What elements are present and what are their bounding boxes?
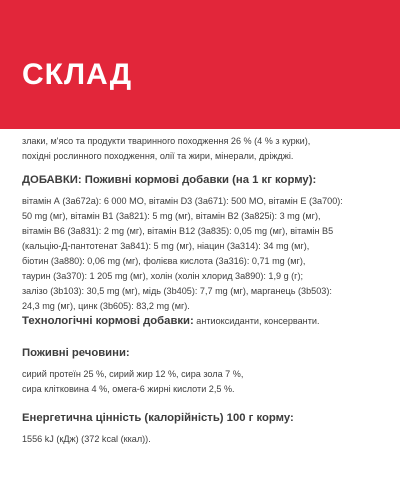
ingredients-block <box>22 134 392 164</box>
additives-line: 24,3 mg (мг), цинк (3b605): 83,2 mg (мг). <box>22 301 190 311</box>
nutrients-heading: Поживні речовини: <box>22 347 130 359</box>
additives-line: таурин (3а370): 1 205 mg (мг), холін (холін хлорид 3а890): 1,9 g (г); <box>22 271 304 281</box>
nutrients-line: сирий протеїн 25 %, сирий жир 12 %, сира зола 7 %, <box>22 369 244 379</box>
technological-heading: Технологічні кормові добавки: <box>22 315 194 327</box>
technological-text: антиоксиданти, консерванти. <box>193 316 320 326</box>
additives-heading: ДОБАВКИ: Поживні кормові добавки (на 1 кг корму): <box>22 174 317 186</box>
composition-content <box>22 134 392 447</box>
additives-line: (кальцію-Д-пантотенат 3а841): 5 mg (мг), ніацин (3а314): 34 mg (мг), <box>22 241 310 251</box>
page-title: СКЛАД <box>22 58 133 91</box>
energy-block <box>22 410 392 447</box>
additives-line: біотин (3а880): 0,06 mg (мг), фолієва кислота (3а316): 0,71 mg (мг), <box>22 256 306 266</box>
energy-value: 1556 kJ (кДж) (372 kcal (ккал)). <box>22 434 151 444</box>
technological-block <box>22 314 392 329</box>
nutrients-line: сира клітковина 4 %, омега-6 жирні кислоти 2,5 %. <box>22 384 235 394</box>
nutrients-block <box>22 345 392 397</box>
additives-block <box>22 172 392 314</box>
additives-line: залізо (3b103): 30,5 mg (мг), мідь (3b405): 7,7 mg (мг), марганець (3b503): <box>22 286 332 296</box>
additives-line: вітамін А (3а672а): 6 000 МО, вітамін D3 (3а671): 500 МО, вітамін Е (3а700): <box>22 196 343 206</box>
header-band <box>0 0 400 129</box>
additives-line: 50 mg (мг), вітамін В1 (3а821): 5 mg (мг), вітамін В2 (3а825і): 3 mg (мг), <box>22 211 321 221</box>
energy-heading: Енергетична цінність (калорійність) 100 г корму: <box>22 412 294 424</box>
technological-line <box>22 314 392 329</box>
ingredients-line: злаки, м'ясо та продукти тваринного походження 26 % (4 % з курки), <box>22 136 311 146</box>
additives-line: вітамін В6 (3а831): 2 mg (мг), вітамін В12 (3а835): 0,05 mg (мг), вітамін В5 <box>22 226 334 236</box>
ingredients-line: похідні рослинного походження, олії та жири, мінерали, дріжджі. <box>22 151 294 161</box>
